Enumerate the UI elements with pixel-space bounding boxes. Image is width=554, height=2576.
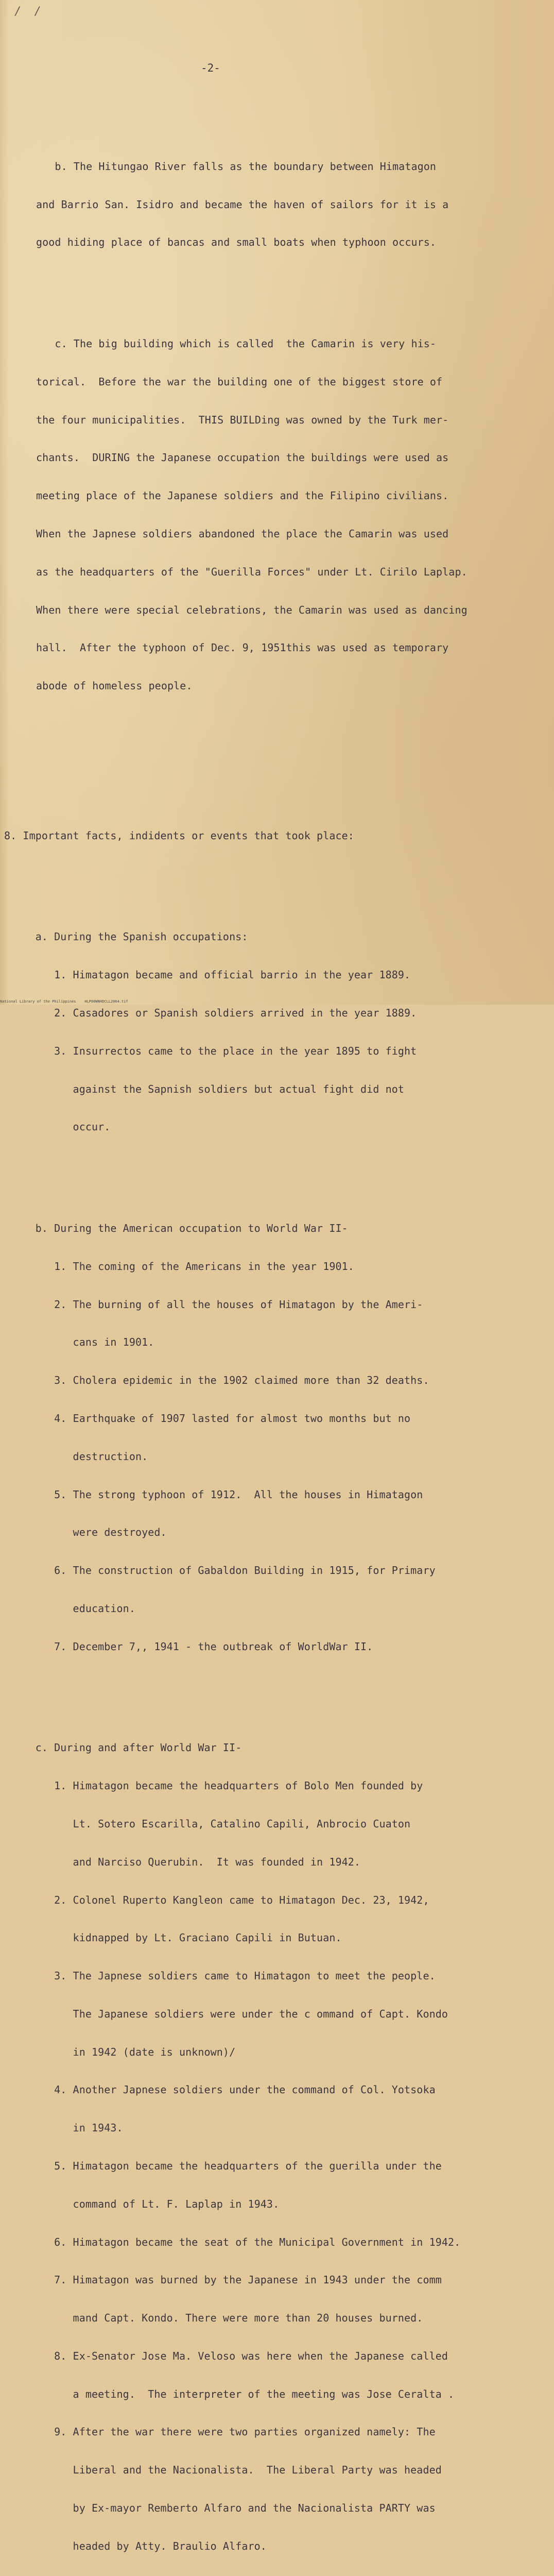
- text-line: command of Lt. F. Laplap in 1943.: [4, 2197, 280, 2210]
- text-line: 7. Himatagon was burned by the Japanese in 1943 under the comm: [4, 2274, 442, 2286]
- text-line: When there were special celebrations, the Camarin was used as dancing: [36, 603, 468, 616]
- text-line: 3. Cholera epidemic in the 1902 claimed more than 32 deaths.: [4, 1374, 429, 1387]
- text-line: 9. After the war there were two parties organized namely: The: [4, 2426, 436, 2438]
- text-line: Lt. Sotero Escarilla, Catalino Capili, Anbrocio Cuaton: [4, 1817, 411, 1830]
- text-line: destruction.: [4, 1450, 148, 1463]
- text-line: in 1943.: [4, 2122, 123, 2134]
- page-number: -2-: [201, 62, 220, 74]
- text-line: kidnapped by Lt. Graciano Capili in Butuan.: [4, 1931, 342, 1944]
- text-line: 4. Another Japnese soldiers under the command of Col. Yotsoka: [4, 2083, 436, 2096]
- text-line: education.: [4, 1602, 135, 1615]
- scan-footer: National Library of the Philippines HLP00WNHDCLL2064.tif: [0, 999, 128, 1004]
- text-line: torical. Before the war the building one of the biggest store of: [36, 375, 443, 388]
- text-line: a meeting. The interpreter of the meeting was Jose Ceralta .: [4, 2387, 455, 2400]
- paragraph-b: [36, 135, 520, 275]
- text-line: 3. The Japnese soldiers came to Himatagon to meet the people.: [4, 1970, 436, 1982]
- text-line: c. The big building which is called the Camarin is very his-: [36, 337, 437, 350]
- text-line: and Narciso Querubin. It was founded in 1942.: [4, 1855, 361, 1868]
- text-line: abode of homeless people.: [36, 680, 193, 692]
- text-line: 5. The strong typhoon of 1912. All the houses in Himatagon: [4, 1488, 423, 1501]
- text-line: and Barrio San. Isidro and became the haven of sailors for it is a: [36, 198, 449, 211]
- text-line: When the Japnese soldiers abandoned the place the Camarin was used: [36, 527, 449, 540]
- text-line: The Japanese soldiers were under the c ommand of Capt. Kondo: [4, 2007, 448, 2020]
- section-8b: [4, 1197, 520, 1679]
- pin-marks: / /: [14, 5, 44, 18]
- text-line: by Ex-mayor Remberto Alfaro and the Nacionalista PARTY was: [4, 2502, 436, 2514]
- text-line: 4. Earthquake of 1907 lasted for almost two months but no: [4, 1412, 411, 1425]
- text-line: c. During and after World War II-: [4, 1741, 242, 1754]
- section-8c: [4, 1716, 520, 2576]
- text-line: chants. DURING the Japanese occupation the buildings were used as: [36, 451, 449, 464]
- text-line: 1. Himatagon became and official barrio in the year 1889.: [4, 969, 411, 981]
- text-line: meeting place of the Japanese soldiers and the Filipino civilians.: [36, 489, 449, 502]
- text-line: a. During the Spanish occupations:: [4, 930, 248, 943]
- text-line: 6. Himatagon became the seat of the Municipal Government in 1942.: [4, 2235, 461, 2248]
- text-line: 6. The construction of Gabaldon Building in 1915, for Primary: [4, 1564, 436, 1577]
- text-line: Liberal and the Nacionalista. The Liberal Party was headed: [4, 2464, 442, 2477]
- text-line: 1. Himatagon became the headquarters of Bolo Men founded by: [4, 1780, 423, 1792]
- text-line: against the Sapnish soldiers but actual fight did not: [4, 1082, 405, 1095]
- section-heading: 8. Important facts, indidents or events that took place:: [4, 829, 354, 842]
- text-line: 2. The burning of all the houses of Himatagon by the Ameri-: [4, 1298, 423, 1311]
- text-line: b. During the American occupation to World War II-: [4, 1222, 348, 1235]
- text-line: 7. December 7,, 1941 - the outbreak of WorldWar II.: [4, 1640, 373, 1653]
- text-line: cans in 1901.: [4, 1336, 154, 1349]
- text-line: as the headquarters of the "Guerilla Forces" under Lt. Cirilo Laplap.: [36, 565, 468, 578]
- text-line: hall. After the typhoon of Dec. 9, 1951this was used as temporary: [36, 641, 449, 654]
- text-line: in 1942 (date is unknown)/: [4, 2045, 236, 2058]
- text-line: were destroyed.: [4, 1526, 167, 1539]
- section-8: [4, 804, 520, 867]
- text-line: the four municipalities. THIS BUILDing was owned by the Turk mer-: [36, 413, 449, 426]
- text-line: 3. Insurrectos came to the place in the year 1895 to fight: [4, 1044, 417, 1057]
- text-line: 2. Casadores or Spanish soldiers arrived in the year 1889.: [4, 1006, 417, 1019]
- paragraph-c: [36, 312, 520, 718]
- text-line: mand Capt. Kondo. There were more than 20 houses burned.: [4, 2312, 423, 2325]
- text-line: b. The Hitungao River falls as the boundary between Himatagon: [36, 160, 437, 173]
- text-line: 8. Ex-Senator Jose Ma. Veloso was here when the Japanese called: [4, 2349, 448, 2362]
- text-line: good hiding place of bancas and small boats when typhoon occurs.: [36, 236, 437, 249]
- text-line: occur.: [4, 1121, 111, 1133]
- document-body: [4, 59, 520, 2576]
- text-line: 2. Colonel Ruperto Kangleon came to Himatagon Dec. 23, 1942,: [4, 1893, 429, 1906]
- text-line: 5. Himatagon became the headquarters of the guerilla under the: [4, 2159, 442, 2172]
- section-8a: [4, 905, 520, 1159]
- text-line: headed by Atty. Braulio Alfaro.: [4, 2539, 267, 2552]
- text-line: 1. The coming of the Americans in the year 1901.: [4, 1260, 354, 1273]
